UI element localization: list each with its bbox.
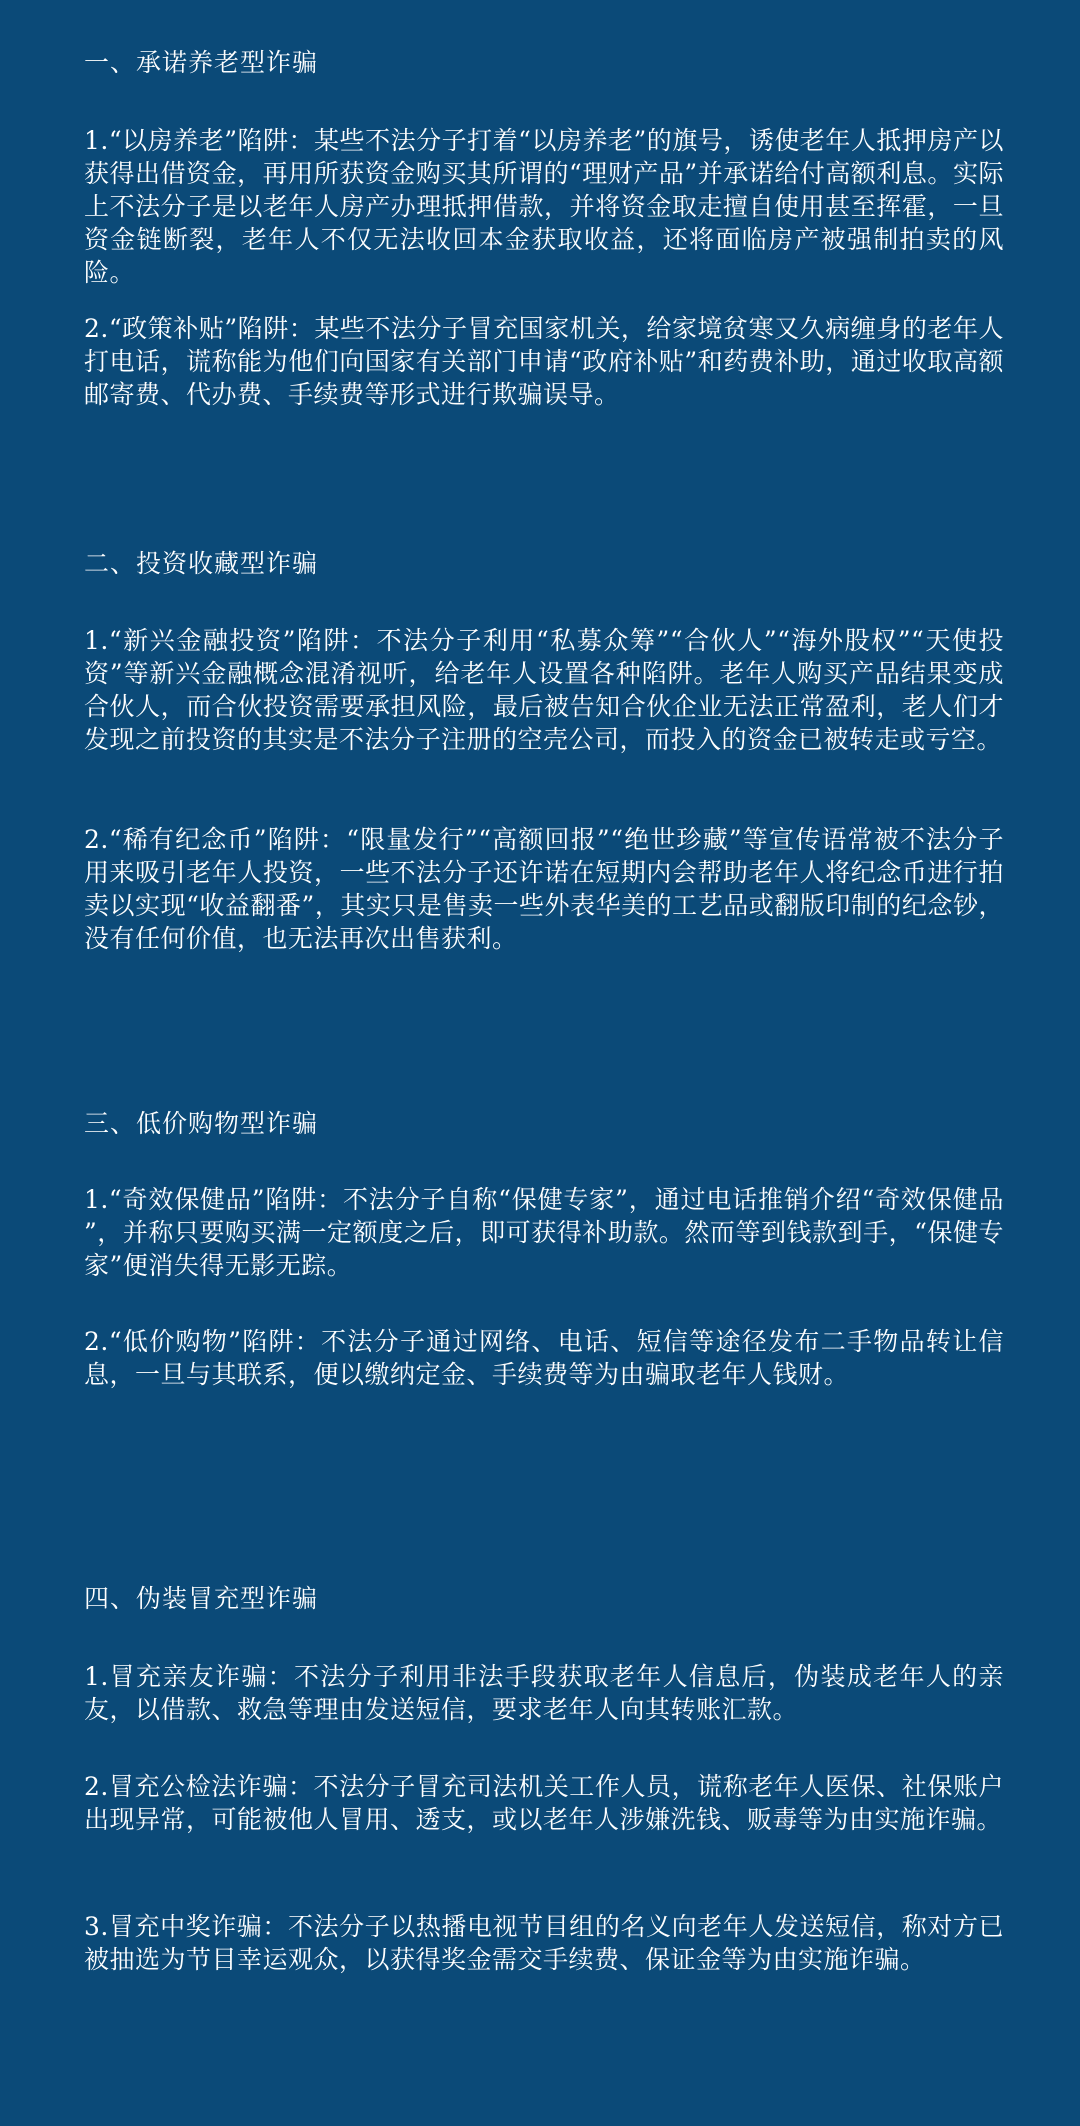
section-4-item-3: [84, 1910, 1004, 1976]
section-3-item-1: [84, 1183, 1004, 1282]
section-2-heading-block: [84, 547, 1004, 581]
section-2-item-1: [84, 624, 1004, 756]
paragraph: 2.“低价购物”陷阱：不法分子通过网络、电话、短信等途径发布二手物品转让信息，一旦与其联系，便以缴纳定金、手续费等为由骗取老年人钱财。: [84, 1327, 1004, 1389]
section-heading: 三、低价购物型诈骗: [84, 1109, 319, 1138]
paragraph: 1.“奇效保健品”陷阱：不法分子自称“保健专家”，通过电话推销介绍“奇效保健品 ”，并称只要购买满一定额度之后，即可获得补助款。然而等到钱款到手，“保健专家”便消失得无影无踪。: [84, 1185, 1004, 1280]
paragraph: 1.冒充亲友诈骗：不法分子利用非法手段获取老年人信息后，伪装成老年人的亲友，以借款、救急等理由发送短信，要求老年人向其转账汇款。: [84, 1662, 1004, 1724]
paragraph: 2.“稀有纪念币”陷阱：“限量发行”“高额回报”“绝世珍藏”等宣传语常被不法分子用来吸引老年人投资，一些不法分子还许诺在短期内会帮助老年人将纪念币进行拍卖以实现“收益翻番”，其实只是售卖一些外表华美的工艺品或翻版印制的纪念钞，没有任何价值，也无法再次出售获利。: [84, 825, 1004, 953]
section-heading: 一、承诺养老型诈骗: [84, 48, 319, 77]
section-4-item-1: [84, 1660, 1004, 1726]
section-heading: 二、投资收藏型诈骗: [84, 549, 319, 578]
section-3-item-2: [84, 1325, 1004, 1391]
section-heading: 四、伪装冒充型诈骗: [84, 1584, 319, 1613]
section-4-item-2: [84, 1770, 1004, 1836]
paragraph: 2.冒充公检法诈骗：不法分子冒充司法机关工作人员，谎称老年人医保、社保账户出现异常，可能被他人冒用、透支，或以老年人涉嫌洗钱、贩毒等为由实施诈骗。: [84, 1772, 1004, 1834]
section-2-item-2: [84, 823, 1004, 955]
paragraph: 1.“以房养老”陷阱：某些不法分子打着“以房养老”的旗号，诱使老年人抵押房产以获得出借资金，再用所获资金购买其所谓的“理财产品”并承诺给付高额利息。实际上不法分子是以老年人房产办理抵押借款，并将资金取走擅自使用甚至挥霍，一旦资金链断裂，老年人不仅无法收回本金获取收益，还将面临房产被强制拍卖的风险。: [84, 126, 1004, 287]
section-1-item-2: [84, 312, 1004, 411]
paragraph: 1.“新兴金融投资”陷阱：不法分子利用“私募众筹”“合伙人”“海外股权”“天使投资”等新兴金融概念混淆视听，给老年人设置各种陷阱。老年人购买产品结果变成合伙人，而合伙投资需要承担风险，最后被告知合伙企业无法正常盈利，老人们才发现之前投资的其实是不法分子注册的空壳公司，而投入的资金已被转走或亏空。: [84, 626, 1004, 754]
section-1-item-1: [84, 124, 1004, 289]
section-3-heading-block: [84, 1107, 1004, 1141]
section-1-heading-block: [84, 46, 1004, 80]
paragraph: 2.“政策补贴”陷阱：某些不法分子冒充国家机关，给家境贫寒又久病缠身的老年人打电话，谎称能为他们向国家有关部门申请“政府补贴”和药费补助，通过收取高额邮寄费、代办费、手续费等形式进行欺骗误导。: [84, 314, 1004, 409]
section-4-heading-block: [84, 1582, 1004, 1616]
paragraph: 3.冒充中奖诈骗：不法分子以热播电视节目组的名义向老年人发送短信，称对方已被抽选为节目幸运观众，以获得奖金需交手续费、保证金等为由实施诈骗。: [84, 1912, 1004, 1974]
